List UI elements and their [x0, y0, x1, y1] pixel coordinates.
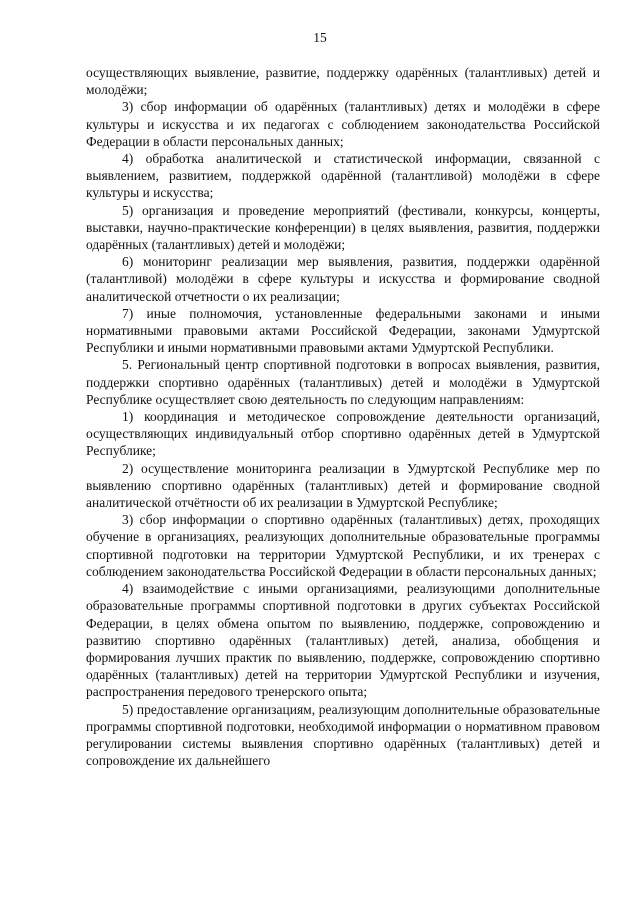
paragraph-item-7-culture: 7) иные полномочия, установленные федеральными законами и иными нормативными правовыми актами Российской Федерации, законами Удмуртской Республики и иными нормативными правовыми актами Удмуртской Республики.	[86, 305, 600, 356]
paragraph-continuation: осуществляющих выявление, развитие, поддержку одарённых (талантливых) детей и молодёжи;	[86, 65, 600, 98]
paragraph-section-5: 5. Региональный центр спортивной подготовки в вопросах выявления, развития, поддержки спортивно одарённых (талантливых) детей и молодёжи в Удмуртской Республике осуществляет свою деятельность по следующим направлениям:	[86, 357, 600, 407]
paragraph-item-4-culture: 4) обработка аналитической и статистической информации, связанной с выявлением, развитием, поддержкой одарённой (талантливой) молодёжи в сфере культуры и искусства;	[86, 151, 600, 201]
page-number: 15	[313, 30, 327, 45]
paragraph-item-5-culture: 5) организация и проведение мероприятий (фестивали, конкурсы, концерты, выставки, научно-практические конференции) в целях выявления, развития, поддержки одарённых (талантливых) детей и молодёжи;	[86, 202, 600, 253]
document-body	[86, 64, 600, 769]
paragraph-item-3-sport: 3) сбор информации о спортивно одарённых (талантливых) детях, проходящих обучение в организациях, реализующих дополнительные образовательные программы спортивной подготовки на территории Удмуртской Республики, и их тренерах с соблюдением законодательства Российской Федерации в области персональных данных;	[86, 512, 600, 579]
paragraph-item-1-sport: 1) координация и методическое сопровождение деятельности организаций, осуществляющих индивидуальный отбор спортивно одарённых детей в Удмуртской Республике;	[86, 409, 600, 459]
paragraph-item-6-culture: 6) мониторинг реализации мер выявления, развития, поддержки одарённой (талантливой) молодёжи в сфере культуры и искусства и формирование сводной аналитической отчетности о их реализации;	[86, 254, 600, 304]
paragraph-item-5-sport: 5) предоставление организациям, реализующим дополнительные образовательные программы спортивной подготовки, необходимой информации о нормативном правовом регулировании системы выявления спортивно одарённых (талантливых) детей и сопровождение их дальнейшего	[86, 701, 600, 769]
paragraph-item-2-sport: 2) осуществление мониторинга реализации в Удмуртской Республике мер по выявлению спортивно одарённых (талантливых) детей и формирование сводной аналитической отчётности об их реализации в Удмуртской Республике;	[86, 460, 600, 511]
paragraph-item-3-culture: 3) сбор информации об одарённых (талантливых) детях и молодёжи в сфере культуры и искусства и их педагогах с соблюдением законодательства Российской Федерации в области персональных данных;	[86, 99, 600, 149]
paragraph-item-4-sport: 4) взаимодействие с иными организациями, реализующими дополнительные образовательные программы спортивной подготовки в других субъектах Российской Федерации, в целях обмена опытом по выявлению, поддержке, сопровождению и развитию спортивно одарённых (талантливых) детей, анализа, обобщения и формирования лучших практик по выявлению, поддержке, сопровождению спортивно одарённых (талантливых) детей на территории Удмуртской Республики и изучения, распространения передового тренерского опыта;	[86, 581, 600, 700]
